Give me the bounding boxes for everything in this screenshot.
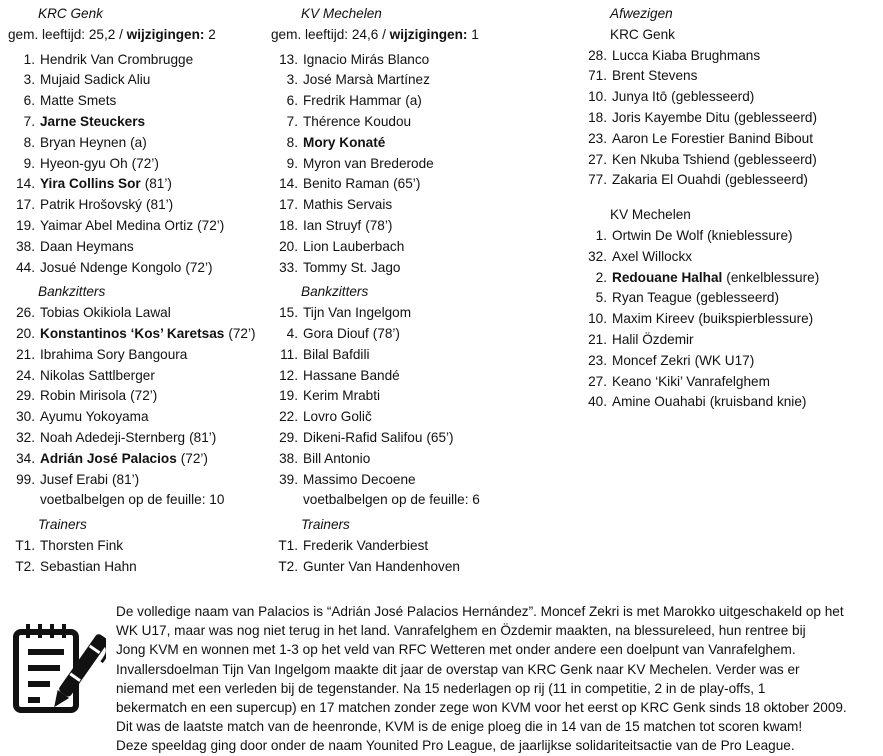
player-name: Zakaria El Ouahdi xyxy=(612,172,721,188)
absent-list-kvm xyxy=(580,226,880,413)
player-number: 24. xyxy=(16,367,35,383)
player-number: 23. xyxy=(588,130,607,146)
starters-list xyxy=(8,50,268,279)
player-name: Tommy St. Jago xyxy=(303,259,401,275)
bench-list xyxy=(8,303,268,490)
trainers-title: Trainers xyxy=(301,517,350,533)
player-row xyxy=(8,195,268,216)
player-row xyxy=(8,112,268,133)
team-stats xyxy=(271,25,571,46)
absent-team-genk: KRC Genk xyxy=(610,26,675,42)
player-name: Myron van Brederode xyxy=(303,155,434,171)
player-row xyxy=(271,174,571,195)
age-label: gem. leeftijd: xyxy=(8,26,86,42)
player-name: Dikeni-Rafid Salifou xyxy=(303,429,423,445)
player-row xyxy=(271,407,571,428)
player-row xyxy=(580,351,880,372)
player-note: (65’) xyxy=(426,429,454,445)
player-row xyxy=(271,449,571,470)
player-row xyxy=(8,91,268,112)
player-row xyxy=(271,258,571,279)
player-note: (81’) xyxy=(112,471,140,487)
player-note: (72’) xyxy=(228,325,256,341)
bench-title: Bankzitters xyxy=(301,284,369,300)
player-name: Thérence Koudou xyxy=(303,113,412,129)
age-value: 25,2 xyxy=(88,26,116,42)
player-number: 14. xyxy=(279,176,298,192)
player-name: Yira Collins Sor xyxy=(40,176,141,192)
player-row xyxy=(8,154,268,175)
notepad-pen-icon-graphic xyxy=(10,616,106,716)
player-name: Sebastian Hahn xyxy=(40,558,137,574)
player-name: Junya Itō xyxy=(612,89,668,105)
player-name: Amine Ouahabi xyxy=(612,394,706,410)
player-number: 20. xyxy=(279,238,298,254)
player-row xyxy=(8,174,268,195)
starters-list xyxy=(271,50,571,279)
player-note: (kruisband knie) xyxy=(709,394,807,410)
player-number: 17. xyxy=(16,197,35,213)
player-number: 21. xyxy=(588,331,607,347)
player-row xyxy=(271,536,571,557)
player-number: 9. xyxy=(286,155,298,171)
player-row xyxy=(271,324,571,345)
player-row xyxy=(8,557,268,578)
player-number: 19. xyxy=(279,388,298,404)
bench-list xyxy=(271,303,571,490)
player-number: 10. xyxy=(588,311,607,327)
player-number: 10. xyxy=(588,89,607,105)
changes-value: 1 xyxy=(471,26,479,42)
player-name: Aaron Le Forestier Banind Bibout xyxy=(612,130,814,146)
player-note: (geblesseerd) xyxy=(724,172,808,188)
player-row xyxy=(580,247,880,268)
player-note: (knieblessure) xyxy=(707,227,793,243)
player-row xyxy=(580,66,880,87)
player-name: Fredrik Hammar xyxy=(303,93,402,109)
player-row xyxy=(580,129,880,150)
player-row xyxy=(271,237,571,258)
player-name: Patrik Hrošovský xyxy=(40,197,142,213)
note-line: bekermatch en een supercup) en 17 matchen zonder zege won KVM voor het eerst op KRC Genk sinds 18 oktober 2009. xyxy=(116,700,847,716)
notepad-pen-icon xyxy=(10,616,106,716)
player-name: Maxim Kireev xyxy=(612,311,695,327)
player-row xyxy=(580,150,880,171)
player-number: 7. xyxy=(286,113,298,129)
player-name: Bilal Bafdili xyxy=(303,346,370,362)
player-number: 6. xyxy=(286,93,298,109)
player-number: 7. xyxy=(23,113,35,129)
player-note: (geblesseerd) xyxy=(695,290,779,306)
player-number: 44. xyxy=(16,259,35,275)
player-name: Keano ‘Kiki’ Vanrafelghem xyxy=(612,373,770,389)
note-line: Deze speeldag ging door onder de naam Younited Pro League, de jaarlijkse solidariteitsactie van de Pro League. xyxy=(116,738,795,754)
team-column-kvm xyxy=(271,4,571,578)
player-row xyxy=(8,366,268,387)
player-row xyxy=(271,557,571,578)
player-row xyxy=(8,386,268,407)
player-note: (72’) xyxy=(197,217,225,233)
team-stats xyxy=(8,25,268,46)
player-number: 28. xyxy=(588,47,607,63)
player-row xyxy=(580,226,880,247)
player-name: Jusef Erabi xyxy=(40,471,109,487)
player-name: Hendrik Van Crombrugge xyxy=(40,51,194,67)
player-row xyxy=(271,386,571,407)
player-number: T1. xyxy=(15,537,35,553)
player-number: 27. xyxy=(588,373,607,389)
player-name: José Marsà Martínez xyxy=(303,72,430,88)
trainers-list xyxy=(8,536,268,578)
player-row xyxy=(271,154,571,175)
player-name: Jarne Steuckers xyxy=(40,113,146,129)
player-row xyxy=(8,449,268,470)
player-number: 2. xyxy=(595,269,607,285)
player-row xyxy=(271,428,571,449)
player-number: 29. xyxy=(16,388,35,404)
player-note: (a) xyxy=(130,134,147,150)
player-note: (WK U17) xyxy=(694,352,755,368)
note-line: De volledige naam van Palacios is “Adrián José Palacios Hernández”. Moncef Zekri is met Marokko uitgeschakeld op het xyxy=(116,604,844,619)
player-row xyxy=(271,70,571,91)
player-name: Halil Özdemir xyxy=(612,331,694,347)
player-number: T1. xyxy=(278,537,298,553)
player-row xyxy=(580,288,880,309)
player-number: T2. xyxy=(15,558,35,574)
note-line: Jong KVM en wonnen met 1-3 op het veld van RFC Wetteren met onder andere een doelpunt van Vanrafelghem. xyxy=(116,642,796,658)
team-title: KV Mechelen xyxy=(301,6,382,21)
player-number: 15. xyxy=(279,305,298,321)
player-number: 71. xyxy=(588,68,607,84)
player-name: Ken Nkuba Tshiend xyxy=(612,151,730,167)
changes-value: 2 xyxy=(208,26,216,42)
player-name: Hyeon-gyu Oh xyxy=(40,155,128,171)
player-number: 33. xyxy=(279,259,298,275)
player-number: 4. xyxy=(286,325,298,341)
player-row xyxy=(271,112,571,133)
player-row xyxy=(580,87,880,108)
player-row xyxy=(8,70,268,91)
player-name: Kerim Mrabti xyxy=(303,388,381,404)
player-row xyxy=(8,216,268,237)
player-number: 38. xyxy=(16,238,35,254)
player-row xyxy=(8,237,268,258)
separator: / xyxy=(382,26,386,42)
player-number: 32. xyxy=(588,248,607,264)
player-name: Axel Willockx xyxy=(612,248,693,264)
player-row xyxy=(8,133,268,154)
player-number: 5. xyxy=(595,290,607,306)
player-number: 77. xyxy=(588,172,607,188)
absentees-column xyxy=(580,4,880,413)
player-number: 34. xyxy=(16,450,35,466)
trainers-title: Trainers xyxy=(38,517,87,533)
player-number: 9. xyxy=(23,155,35,171)
player-row xyxy=(8,258,268,279)
belgians-count: voetbalbelgen op de feuille: 6 xyxy=(303,492,480,508)
player-note: (81’) xyxy=(145,197,174,213)
player-note: (geblesseerd) xyxy=(733,151,817,167)
player-note: (81’) xyxy=(144,176,172,192)
player-name: Moncef Zekri xyxy=(612,352,691,368)
player-name: Ibrahima Sory Bangoura xyxy=(40,346,188,362)
player-name: Joris Kayembe Ditu xyxy=(612,109,730,125)
player-number: 3. xyxy=(23,72,35,88)
absent-list-genk xyxy=(580,46,880,192)
player-name: Mujaid Sadick Aliu xyxy=(40,72,151,88)
separator: / xyxy=(119,26,123,42)
player-number: 18. xyxy=(279,217,298,233)
player-number: 18. xyxy=(588,109,607,125)
player-note: (72’) xyxy=(180,450,208,466)
player-name: Ayumu Yokoyama xyxy=(40,409,149,425)
player-row xyxy=(271,195,571,216)
player-number: 8. xyxy=(286,134,298,150)
player-row xyxy=(8,428,268,449)
bench-title: Bankzitters xyxy=(38,284,106,300)
player-row xyxy=(580,392,880,413)
player-note: (72’) xyxy=(131,155,159,171)
absentees-title: Afwezigen xyxy=(610,6,673,21)
player-row xyxy=(271,50,571,71)
player-name: Ian Struyf xyxy=(303,217,362,233)
player-name: Frederik Vanderbiest xyxy=(303,537,429,553)
player-name: Ignacio Mirás Blanco xyxy=(303,51,430,67)
player-name: Brent Stevens xyxy=(612,68,698,84)
player-name: Josué Ndenge Kongolo xyxy=(40,259,182,275)
player-row xyxy=(580,372,880,393)
player-row xyxy=(271,345,571,366)
match-notes xyxy=(116,602,882,756)
player-number: 12. xyxy=(279,367,298,383)
player-note: (81’) xyxy=(189,429,217,445)
player-name: Lucca Kiaba Brughmans xyxy=(612,47,761,63)
player-name: Nikolas Sattlberger xyxy=(40,367,155,383)
player-number: 40. xyxy=(588,394,607,410)
player-number: 32. xyxy=(16,429,35,445)
player-number: 19. xyxy=(16,217,35,233)
player-name: Tobias Okikiola Lawal xyxy=(40,305,171,321)
player-number: 1. xyxy=(23,51,35,67)
player-name: Ryan Teague xyxy=(612,290,692,306)
note-line: WK U17, maar was nog niet terug in het land. Vanrafelghem en Özdemir maakten, na blessureleed, hun rentree bij xyxy=(116,623,806,639)
player-number: 6. xyxy=(23,93,35,109)
team-title: KRC Genk xyxy=(38,6,103,21)
player-name: Daan Heymans xyxy=(40,238,134,254)
player-number: 20. xyxy=(16,325,35,341)
player-name: Noah Adedeji-Sternberg xyxy=(40,429,186,445)
player-row xyxy=(580,170,880,191)
player-name: Redouane Halhal xyxy=(612,269,723,285)
player-name: Lion Lauberbach xyxy=(303,238,405,254)
player-row xyxy=(580,46,880,67)
player-row xyxy=(8,303,268,324)
player-name: Robin Mirisola xyxy=(40,388,127,404)
player-name: Tijn Van Ingelgom xyxy=(303,305,412,321)
player-note: (enkelblessure) xyxy=(726,269,820,285)
player-row xyxy=(580,268,880,289)
player-number: 11. xyxy=(280,346,298,362)
age-label: gem. leeftijd: xyxy=(271,26,349,42)
player-note: (72’) xyxy=(130,388,158,404)
player-number: 3. xyxy=(286,72,298,88)
player-name: Konstantinos ‘Kos’ Karetsas xyxy=(40,325,225,341)
player-row xyxy=(8,470,268,491)
player-row xyxy=(580,108,880,129)
player-row xyxy=(8,50,268,71)
trainers-list xyxy=(271,536,571,578)
note-line: niemand met een verleden bij de tegenstander. Na 15 nederlagen op rij (11 in competitie, 2 in de play-offs, 1 xyxy=(116,680,766,696)
player-note: (65’) xyxy=(393,176,421,192)
player-row xyxy=(271,216,571,237)
player-name: Bill Antonio xyxy=(303,450,371,466)
player-note: (geblesseerd) xyxy=(733,109,817,125)
player-row xyxy=(8,324,268,345)
player-number: T2. xyxy=(278,558,298,574)
player-number: 30. xyxy=(16,409,35,425)
player-name: Benito Raman xyxy=(303,176,390,192)
player-note: (78’) xyxy=(365,217,393,233)
absent-team-kvm: KV Mechelen xyxy=(610,207,691,223)
player-row xyxy=(271,133,571,154)
player-row xyxy=(580,309,880,330)
player-number: 21. xyxy=(16,346,35,362)
changes-label: wijzigingen: xyxy=(126,26,205,42)
player-number: 39. xyxy=(279,471,298,487)
player-name: Massimo Decoene xyxy=(303,471,416,487)
player-name: Matte Smets xyxy=(40,93,117,109)
player-name: Gunter Van Handenhoven xyxy=(303,558,460,574)
player-name: Mathis Servais xyxy=(303,197,393,213)
player-number: 38. xyxy=(279,450,298,466)
player-name: Ortwin De Wolf xyxy=(612,227,704,243)
player-name: Adrián José Palacios xyxy=(40,450,177,466)
player-number: 23. xyxy=(588,352,607,368)
belgians-count: voetbalbelgen op de feuille: 10 xyxy=(40,492,225,508)
player-number: 29. xyxy=(279,429,298,445)
player-name: Gora Diouf xyxy=(303,325,369,341)
player-number: 22. xyxy=(279,409,298,425)
player-note: (78’) xyxy=(372,325,400,341)
player-name: Bryan Heynen xyxy=(40,134,127,150)
player-name: Lovro Golič xyxy=(303,409,372,425)
player-name: Mory Konaté xyxy=(303,134,386,150)
player-row xyxy=(580,330,880,351)
player-row xyxy=(271,470,571,491)
player-note: (buikspierblessure) xyxy=(698,311,814,327)
player-note: (72’) xyxy=(185,259,213,275)
changes-label: wijzigingen: xyxy=(389,26,468,42)
player-row xyxy=(8,536,268,557)
player-note: (a) xyxy=(405,93,422,109)
player-number: 13. xyxy=(279,51,298,67)
player-number: 1. xyxy=(595,227,607,243)
player-number: 26. xyxy=(16,305,35,321)
player-name: Hassane Bandé xyxy=(303,367,400,383)
player-row xyxy=(8,407,268,428)
team-column-genk xyxy=(8,4,268,578)
player-number: 17. xyxy=(279,197,298,213)
player-number: 14. xyxy=(16,176,35,192)
player-row xyxy=(271,91,571,112)
player-row xyxy=(271,303,571,324)
note-line: Dit was de laatste match van de heenronde, KVM is de enige ploeg die in 14 van de 15 matchen tot scoren kwam! xyxy=(116,719,803,735)
player-row xyxy=(8,345,268,366)
player-note: (geblesseerd) xyxy=(671,89,755,105)
player-row xyxy=(271,366,571,387)
note-line: Invallersdoelman Tijn Van Ingelgom maakte dit jaar de overstap van KRC Genk naar KV Mechelen. Verder was er xyxy=(116,661,800,677)
age-value: 24,6 xyxy=(351,26,379,42)
player-name: Yaimar Abel Medina Ortiz xyxy=(40,217,194,233)
player-name: Thorsten Fink xyxy=(40,537,124,553)
player-number: 27. xyxy=(588,151,607,167)
player-number: 99. xyxy=(16,471,35,487)
player-number: 8. xyxy=(23,134,35,150)
